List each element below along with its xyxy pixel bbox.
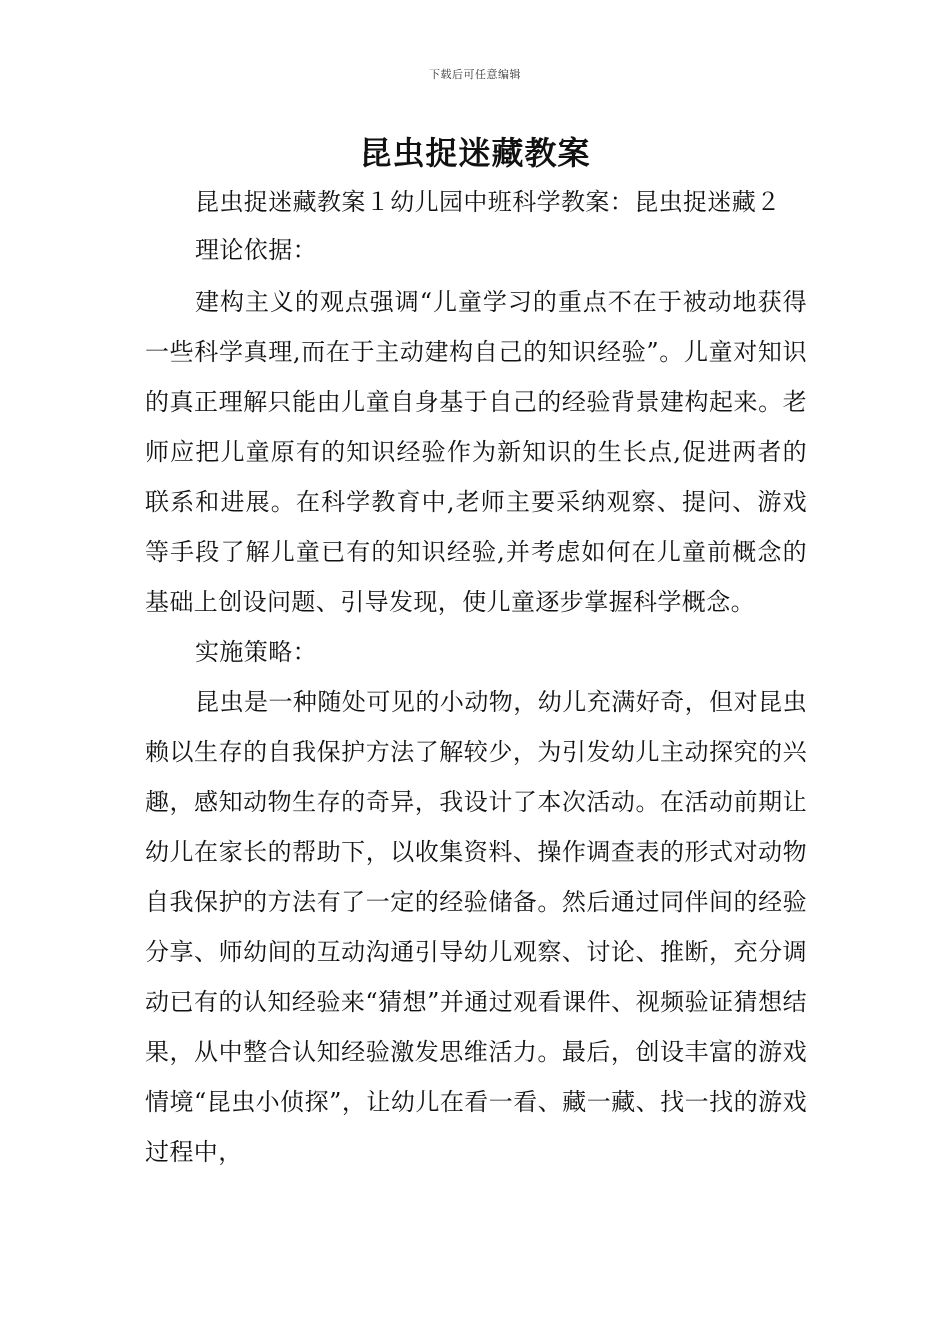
section-heading-theory: 理论依据： <box>195 236 317 264</box>
paragraph-strategy: 昆虫是一种随处可见的小动物，幼儿充满好奇，但对昆虫赖以生存的自我保护方法了解较少，为引发幼儿主动探究的兴趣，感知动物生存的奇异，我设计了本次活动。在活动前期让幼儿在家长的帮助下，以收集资料、操作调查表的形式对动物自我保护的方法有了一定的经验储备。然后通过同伴间的经验分享、师幼间的互动沟通引导幼儿观察、讨论、推断，充分调动已有的认知经验来“猜想”并通过观看课件、视频验证猜想结果，从中整合认知经验激发思维活力。最后，创设丰富的游戏情境“昆虫小侦探”，让幼儿在看一看、藏一藏、找一找的游戏过程中， <box>145 688 807 1166</box>
paragraph-intro: 昆虫捉迷藏教案１幼儿园中班科学教案：昆虫捉迷藏２ <box>195 188 781 216</box>
section-heading-strategy: 实施策略： <box>195 638 317 666</box>
document-body <box>145 178 807 1177</box>
document-title: 昆虫捉迷藏教案 <box>359 134 591 172</box>
paragraph-theory: 建构主义的观点强调“儿童学习的重点不在于被动地获得一些科学真理,而在于主动建构自己的知识经验”。儿童对知识的真正理解只能由儿童自身基于自己的经验背景建构起来。老师应把儿童原有的知识经验作为新知识的生长点,促进两者的联系和进展。在科学教育中,老师主要采纳观察、提问、游戏等手段了解儿童已有的知识经验,并考虑如何在儿童前概念的基础上创设问题、引导发现，使儿童逐步掌握科学概念。 <box>145 288 807 616</box>
header-note: 下载后可任意编辑 <box>429 68 521 81</box>
